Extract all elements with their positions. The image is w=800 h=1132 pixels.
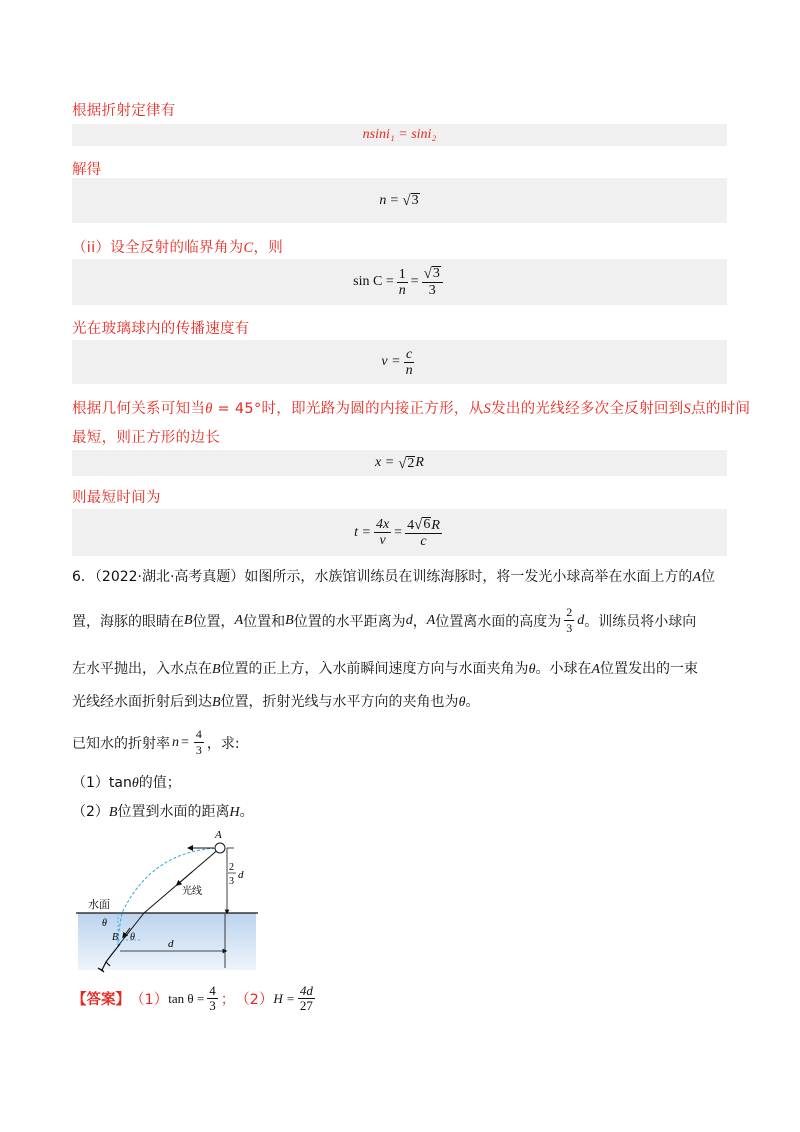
eq6-den1: v [379,533,386,548]
time-label: 则最短时间为 [72,490,161,506]
eq6-den2: c [420,533,427,549]
q2-e: 位置和 [243,613,286,630]
geo1-s2: S [683,401,692,417]
part2-prefix: （ii）设全反射的临界角为 [72,240,244,256]
q2-frac-num: 2 [566,605,573,619]
speed-label: 光在玻璃球内的传播速度有 [72,321,250,337]
answer-a1-lhs: tan θ = [168,990,205,1006]
answer-a1-num: 4 [209,983,216,998]
q4-e: 。 [465,694,480,710]
geometry-line-2: 最短，则正方形的边长 [72,430,220,446]
label-height-den: 3 [229,876,234,887]
sub-question-1 [72,772,181,792]
eq5-lhs: x = [375,455,395,470]
geo1-d: 点的时间 [691,401,751,417]
q2-h: d [405,612,413,628]
eq6-lhs: t = [354,524,371,540]
q2-j: A [426,612,436,628]
equation-snell-text: nsini₁ = sini₂ [362,127,437,142]
q2-l: d [577,612,585,628]
dolphin-diagram [72,828,272,976]
label-d: d [168,938,174,950]
answer-tag: 【答案】 [72,992,130,1008]
part2-suffix: ，则 [253,240,284,256]
q3-b: B [212,662,221,677]
sqrt-symbol: √ 3 [402,193,419,209]
refraction-law-label: 根据折射定律有 [72,103,176,119]
label-height-d: d [238,869,244,881]
sub2-c: 位置到水面的距离 [117,804,230,820]
q3-e: 。小球在 [535,661,592,677]
q1-end: 位 [701,569,715,585]
q4-a: 光线经水面折射后到达 [72,694,212,710]
equation-min-time: t = $\frac{4x}{v}$ = 4 √ 6 R c [72,509,727,556]
q3-a: 左水平抛出，入水点在 [72,661,212,677]
eq5-rad: 2 [407,455,415,471]
sub1-c: 的值； [138,775,181,791]
q2-d: A [234,612,244,628]
answer-a2-frac [298,984,315,1013]
answer-sep: ； [220,992,236,1008]
ball-A [215,843,225,853]
label-B: B [112,932,119,943]
sub2-a: （2） [72,804,109,820]
eq4-lhs: v = [381,354,401,369]
label-height-num: 2 [229,862,234,873]
q3-f: A [591,662,601,677]
part2-critical-angle [72,236,283,257]
q2-a: 置，海豚的眼睛在 [72,613,184,630]
q2-b: B [184,612,193,628]
question-line-3 [72,658,698,678]
q5-num: 4 [195,727,202,741]
q2-g: 位置的水平距离为 [293,613,406,630]
q2-k: 位置离水面的高度为 [435,613,562,630]
equation-sinC: sin C = $\frac{1}{n}$ = √ 3 3 [72,259,727,305]
q3-g: 位置发出的一束 [600,661,699,677]
q3-c: 位置的正上方，入水前瞬间速度方向与水面夹角为 [220,661,529,677]
eq6-frac2: 4 √ 6 R c [407,516,440,549]
q4-d: θ [458,695,466,710]
eq6-num2-b: R [431,517,440,533]
eq5-tail: R [415,455,424,470]
q1-text: 6．（2022·湖北·高考真题）如图所示，水族馆训练员在训练海豚时，将一发光小球高举在水面上方的 [72,569,693,585]
answer-a2-lhs: H = [273,990,295,1006]
sub2-e: 。 [239,804,254,820]
part2-var: C [243,240,254,256]
geo1-b: = 45°时，即光路为圆的内接正方形，从 [212,401,484,417]
eq2-lhs: n [379,192,387,208]
geometry-line-1 [72,397,750,418]
eq3-frac1-num: 1 [398,266,406,282]
q5-n: n [172,734,179,750]
answer-a1-frac [207,984,218,1013]
sub-question-2 [72,801,254,821]
sub2-b: B [108,805,118,820]
geo1-a: 根据几何关系可知当 [72,401,206,417]
eq6-frac1 [374,517,391,548]
label-theta-surface: θ [102,918,107,929]
q2-frac-den: 3 [566,621,573,635]
eq3-frac1 [397,267,408,298]
answer-line [72,984,318,1013]
eq6-num1: 4x [375,517,390,532]
q5-b: ，求: [206,735,240,752]
q2-m: 。训练员将小球向 [584,613,697,630]
question-line-4 [72,691,479,711]
eq3-lhs: sin C = [353,274,394,289]
q2-f: B [285,612,294,628]
q2-i: ， [412,613,427,630]
sub1-a: （1）tan [72,775,132,791]
answer-a2-den: 27 [299,998,313,1013]
sub1-b: θ [131,776,139,791]
q5-a: 已知水的折射率 [72,735,170,752]
q5-den: 3 [195,743,202,757]
eq4-den: n [405,362,413,378]
answer-p2: （2） [235,992,274,1008]
sub2-d: H [229,805,240,820]
q5-frac [194,727,204,758]
q4-c: 位置，折射光线与水平方向的夹角也为 [220,694,459,710]
question-line-5: 已知水的折射率 n = $\frac{4}{3}$ ，求: [72,727,240,757]
q4-b: B [212,695,221,710]
eq4-frac [404,347,415,378]
eq3-frac2-rad: 3 [432,266,440,281]
eq6-num2-rad: 6 [423,516,431,532]
answer-p1: （1） [130,992,169,1008]
eq4-num: c [405,346,413,362]
q2-c: 位置， [192,613,235,630]
geo1-theta: θ [205,401,213,417]
eq2-radicand: 3 [411,193,419,208]
equation-speed [72,340,727,384]
equation-n-result: n = √ 3 [72,178,727,223]
answer-a1-den: 3 [209,998,216,1013]
question-line-2 [72,605,696,636]
geo1-s1: S [483,401,492,417]
label-water: 水面 [88,898,110,911]
q1-var: A [692,570,701,585]
ray-arrow [178,872,192,884]
equation-side-length: x = √ 2 R [72,450,727,476]
label-A: A [215,829,222,841]
equation-snell [72,124,727,146]
answer-a2-num: 4d [299,983,313,998]
eq3-frac1-den: n [398,282,406,298]
geo1-c: 发出的光线经多次全反射回到 [491,401,684,417]
label-theta-refract: θ [130,932,135,943]
question-line-1 [72,566,715,586]
label-ray: 光线 [182,886,202,897]
eq3-frac2-den: 3 [428,283,436,298]
q3-d: θ [528,662,536,677]
eq3-frac2: √ 3 3 [422,266,443,298]
q2-frac [564,605,574,636]
eq6-num2-a: 4 [407,517,415,533]
solve-label: 解得 [72,162,102,178]
